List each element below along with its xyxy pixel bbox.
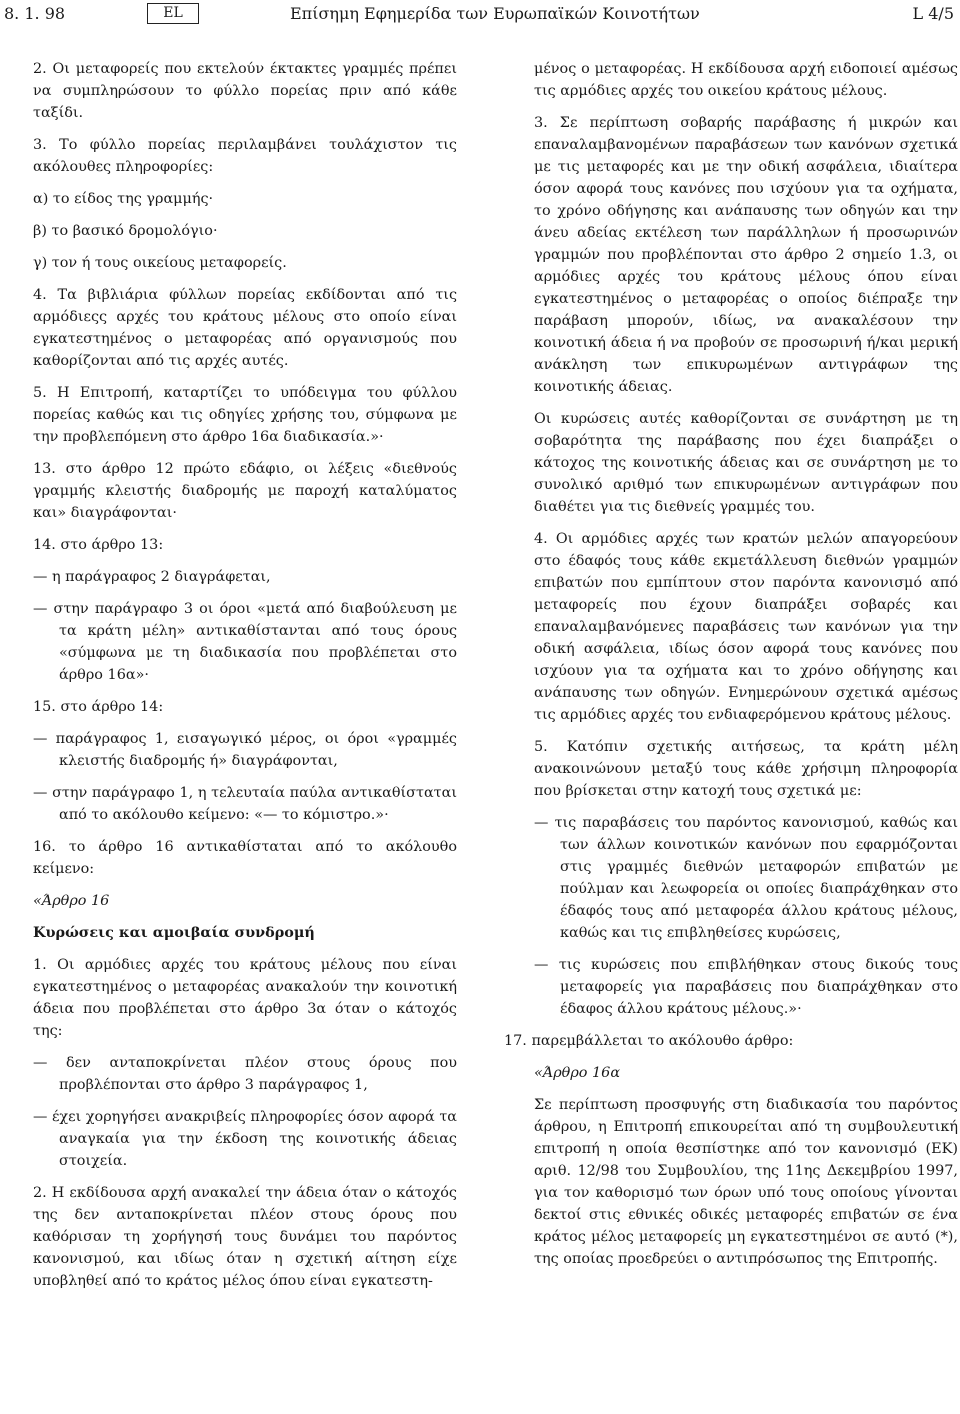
point-14: 14. στο άρθρο 13: — [33, 537, 164, 553]
item-a: α) το είδος της γραμμής· — [33, 191, 214, 207]
item-c: γ) τον ή τους οικείους μεταφορείς. — [33, 255, 287, 271]
page-date: 8. 1. 98 — [4, 4, 66, 23]
item-b: β) το βασικό δρομολόγιο· — [33, 223, 218, 239]
language-code-box: EL — [147, 3, 199, 24]
point-17: 17. παρεμβάλλεται το ακόλουθο άρθρο: — [504, 1033, 794, 1049]
article-16-para-1: 1. Οι αρμόδιες αρχές του κράτους μέλους που είναι εγκατεστημένος ο μεταφορέας ανακαλούν την κοινοτική άδεια που προβλέπεται στο άρθρο 3α όταν ο κάτοχός της: — [33, 957, 457, 1039]
article-16a-text: Σε περίπτωση προσφυγής στη διαδικασία του παρόντος άρθρου, η Επιτροπή επικουρείται από τη συμβουλευτική επιτροπή η οποία θεσπίστηκε από τον κανονισμό (ΕΚ) αριθ. 12/98 του Συμβουλίου, της 11ης Δεκεμβρίου 1997, για τον καθορισμό των όρων υπό τους οποίους γίνονται δεκτοί στις εθνικές οδικές μεταφορές επιβατών σε ένα κράτος μέλος μεταφορείς μη εγκατεστημένοι σε αυτό (*), της οποίας προεδρεύει ο αντιπρόσωπος της Επιτροπής. — [534, 1097, 958, 1267]
article-16-para-1-indent-2: — έχει χορηγήσει ανακριβείς πληροφορίες όσον αφορά τα αναγκαία για την έκδοση της κοινοτικής άδειας στοιχεία. — [33, 1109, 457, 1169]
left-column — [33, 58, 457, 1292]
article-16-title: Κυρώσεις και αμοιβαία συνδρομή — [33, 924, 315, 941]
article-16-para-4: 4. Οι αρμόδιες αρχές των κρατών μελών απαγορεύουν στο έδαφός τους κάθε εκμετάλλευση διεθνών γραμμών επιβατών που εμπίπτουν στον παρόντα κανονισμό από μεταφορείς που έχουν διαπράξει σοβαρές και επαναλαμβανόμενες παραβάσεις των κανόνων για την οδική ασφάλεια, ιδίως όσον αφορά τους κανόνες που ισχύουν για τα οχήματα και το χρόνο οδήγησης και ανάπαυσης των οδηγών. Ενημερώνουν σχετικά αμέσως τις αρμόδιες αρχές του ενδιαφερόμενου κράτους μέλους. — [534, 531, 958, 723]
article-16a-heading: «Άρθρο 16α — [534, 1065, 621, 1081]
point-14-indent-2: — στην παράγραφο 3 οι όροι «μετά από διαβούλευση με τα κράτη μέλη» αντικαθίστανται από τους όρους «σύμφωνα με τη διαδικασία που προβλέπεται στο άρθρο 16α»· — [33, 601, 457, 683]
paragraph-5: 5. Η Επιτροπή, καταρτίζει το υπόδειγμα του φύλλου πορείας καθώς και τις οδηγίες χρήσης του, σύμφωνα με την προβλεπόμενη στο άρθρο 16α διαδικασία.»· — [33, 385, 457, 445]
article-16-para-2: 2. Η εκδίδουσα αρχή ανακαλεί την άδεια όταν ο κάτοχός της δεν ανταποκρίνεται πλέον στους όρους που καθόρισαν τη χορήγησή τους δυνάμει του παρόντος κανονισμού, και ιδίως όταν η σχετική αίτηση είχε υποβληθεί από το κράτος μέλος όπου είναι εγκατεστη- — [33, 1185, 457, 1289]
article-16-para-1-indent-1: — δεν ανταποκρίνεται πλέον στους όρους που προβλέπονται στο άρθρο 3 παράγραφος 1, — [33, 1055, 457, 1093]
page-reference: L 4/5 — [912, 4, 954, 23]
article-16-para-3-second: Οι κυρώσεις αυτές καθορίζονται σε συνάρτηση με τη σοβαρότητα της παράβασης που έχει διαπράξει ο κάτοχος της κοινοτικής άδειας και σε συνάρτηση με το συνολικό αριθμό των επικυρωμένων αντιγράφων που διαθέτει για τις διεθνείς γραμμές του. — [534, 411, 958, 515]
article-16-heading: «Άρθρο 16 — [33, 893, 110, 909]
point-13: 13. στο άρθρο 12 πρώτο εδάφιο, οι λέξεις «διεθνούς γραμμής κλειστής διαδρομής με παροχή καταλύματος και» διαγράφονται· — [33, 461, 457, 521]
article-16-para-5-indent-2: — τις κυρώσεις που επιβλήθηκαν στους δικούς τους μεταφορείς για παραβάσεις που διαπράχθηκαν στο έδαφος άλλου κράτους μέλους.»· — [534, 957, 958, 1017]
point-15-indent-1: — παράγραφος 1, εισαγωγικό μέρος, οι όροι «γραμμές κλειστής διαδρομής ή» διαγράφονται, — [33, 731, 457, 769]
right-column — [504, 58, 958, 1270]
article-16-para-5: 5. Κατόπιν σχετικής αιτήσεως, τα κράτη μέλη ανακοινώνουν μεταξύ τους κάθε χρήσιμη πληροφορία που βρίσκεται στην κατοχή τους σχετικά με: — [534, 739, 958, 799]
point-16: 16. το άρθρο 16 αντικαθίσταται από το ακόλουθο κείμενο: — [33, 839, 457, 877]
article-16-para-3: 3. Σε περίπτωση σοβαρής παράβασης ή μικρών και επαναλαμβανομένων παραβάσεων των κανόνων σχετικά με τις μεταφορές και με την οδική ασφάλεια, ιδιαίτερα όσον αφορά τους κανόνες που ισχύουν για τα οχήματα, το χρόνο οδήγησης και ανάπαυσης των οδηγών και την άνευ αδείας εκτέλεση των παράλληλων ή προσωρινών γραμμών που προβλέπονται στο άρθρο 2 σημείο 1.3, οι αρμόδιες αρχές του κράτους μέλους όπου είναι εγκατεστημένος ο μεταφορέας ο οποίος διέπραξε την παράβαση μπορούν, ιδίως, να ανακαλέσουν την κοινοτική άδεια ή να προβούν σε προσωρινή ή/και μερική ανάκληση των επικυρωμένων αντιγράφων της κοινοτικής άδειας. — [534, 115, 958, 395]
paragraph-4: 4. Τα βιβλιάρια φύλλων πορείας εκδίδονται από τις αρμόδιεςς αρχές του κράτους μέλους στο οποίο είναι εγκατεστημένος ο μεταφορέας από οργανισμούς που καθορίζονται από τις αρχές αυτές. — [33, 287, 457, 369]
point-15-indent-2: — στην παράγραφο 1, η τελευταία παύλα αντικαθίσταται από το ακόλουθο κείμενο: «— το κόμιστρο.»· — [33, 785, 457, 823]
article-16-para-5-indent-1: — τις παραβάσεις του παρόντος κανονισμού, καθώς και των άλλων κοινοτικών κανόνων που εφαρμόζονται στις γραμμές διεθνών μεταφορών επιβατών με πούλμαν και λεωφορεία οι οποίες διαπράχθηκαν στο έδαφός τους από μεταφορέα άλλου κράτους μέλους, καθώς και τις επιβληθείσες κυρώσεις, — [534, 815, 958, 941]
paragraph-3: 3. Το φύλλο πορείας περιλαμβάνει τουλάχιστον τις ακόλουθες πληροφορίες: — [33, 137, 457, 175]
paragraph-2: 2. Οι μεταφορείς που εκτελούν έκτακτες γραμμές πρέπει να συμπληρώσουν το φύλλο πορείας πριν από κάθε ταξίδι. — [33, 61, 457, 121]
article-16-para-2-continued: μένος ο μεταφορέας. Η εκδίδουσα αρχή ειδοποιεί αμέσως τις αρμόδιες αρχές του οικείου κράτους μέλους. — [534, 61, 958, 99]
page-header — [4, 2, 954, 28]
point-15: 15. στο άρθρο 14: — [33, 699, 164, 715]
point-14-indent-1: — η παράγραφος 2 διαγράφεται, — [33, 569, 271, 585]
journal-title: Επίσημη Εφημερίδα των Ευρωπαϊκών Κοινοτήτων — [290, 4, 700, 23]
